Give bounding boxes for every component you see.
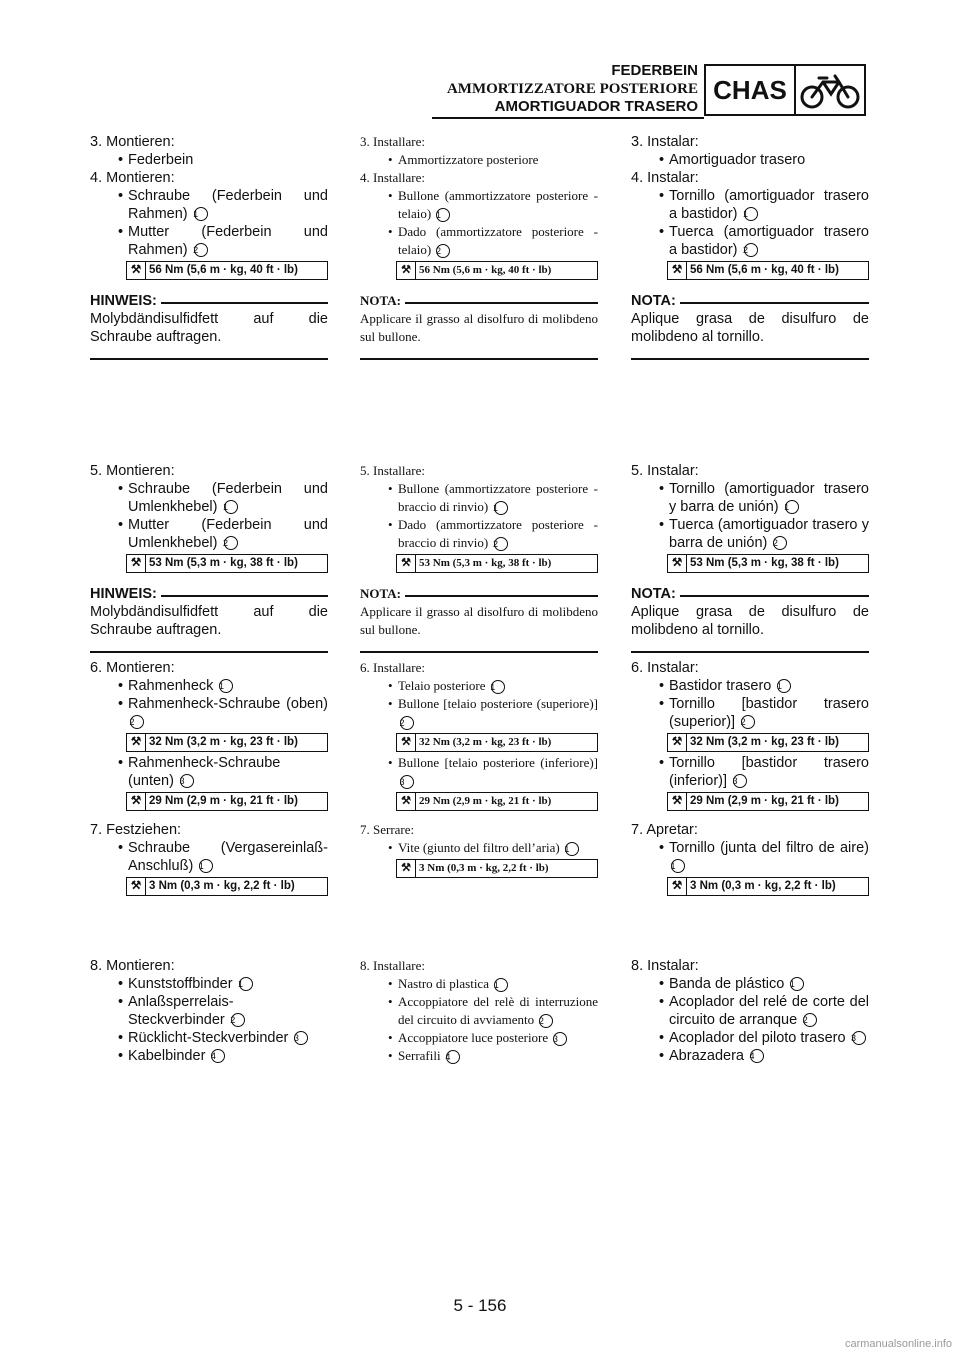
list-item: • Tuerca (amortiguador trasero a bastidor) 2 [631,223,869,259]
callout-1: 1 [436,208,450,222]
step-4: 4. Installare: [360,170,425,185]
step-3: 3. Montieren: [90,134,175,150]
torque-spec: ⚒ 32 Nm (3,2 m · kg, 23 ft · lb) [126,733,328,752]
motorcycle-icon [796,66,864,114]
top-column-es [631,133,869,360]
torque-spec: ⚒ 3 Nm (0,3 m · kg, 2,2 ft · lb) [126,877,328,896]
callout-4: 4 [211,1049,225,1063]
note-divider [631,651,869,653]
wrench-icon: ⚒ [668,555,687,572]
list-item: • Tuerca (amortiguador trasero y barra de unión) 2 [631,516,869,552]
list-item: • Rücklicht-Steckverbinder 3 [90,1029,328,1047]
note-divider [90,358,328,360]
callout-2: 2 [741,715,755,729]
section-badge-label: CHAS [706,66,796,114]
callout-1: 1 [199,859,213,873]
note-divider [360,651,598,653]
callout-1: 1 [494,978,508,992]
callout-1: 1 [744,207,758,221]
note-divider [90,651,328,653]
mid-column-it [360,462,598,880]
callout-3: 3 [294,1031,308,1045]
wrench-icon: ⚒ [127,793,146,810]
list-item: • Serrafili 4 [360,1047,598,1065]
list-item: • Federbein [90,151,328,169]
list-item: • Rahmenheck-Schraube (oben) 2 [90,695,328,731]
callout-2: 2 [744,243,758,257]
list-item: • Dado (ammortizzatore posteriore - braccio di rinvio) 2 [360,516,598,552]
callout-2: 2 [494,537,508,551]
wrench-icon: ⚒ [127,878,146,895]
note-header: HINWEIS: [90,292,328,310]
torque-spec: ⚒ 29 Nm (2,9 m · kg, 21 ft · lb) [396,792,598,811]
list-item: • Anlaßsperrelais-Steckverbinder 2 [90,993,328,1029]
wrench-icon: ⚒ [397,793,416,810]
callout-1: 1 [491,680,505,694]
header-title-es: AMORTIGUADOR TRASERO [494,98,698,115]
note-text: Aplique grasa de disulfuro de molibdeno al tornillo. [631,311,869,345]
bottom-column-it [360,957,598,1065]
callout-2: 2 [803,1013,817,1027]
step-7: 7. Apretar: [631,822,698,838]
list-item: • Tornillo (junta del filtro de aire) 1 [631,839,869,875]
list-item: • Ammortizzatore posteriore [360,151,598,169]
callout-1: 1 [239,977,253,991]
callout-2: 2 [231,1013,245,1027]
callout-2: 2 [224,536,238,550]
wrench-icon: ⚒ [397,262,416,279]
header-title-de: FEDERBEIN [611,62,698,79]
step-4: 4. Montieren: [90,170,175,186]
list-item: • Schraube (Federbein und Rahmen) 1 [90,187,328,223]
list-item: • Acoplador del relé de corte del circuito de arranque 2 [631,993,869,1029]
wrench-icon: ⚒ [397,555,416,572]
callout-3: 3 [733,774,747,788]
callout-4: 4 [750,1049,764,1063]
torque-spec: ⚒ 3 Nm (0,3 m · kg, 2,2 ft · lb) [396,859,598,878]
callout-2: 2 [130,715,144,729]
list-item: • Mutter (Federbein und Umlenkhebel) 2 [90,516,328,552]
list-item: • Bullone (ammortizzatore posteriore - telaio) 1 [360,187,598,223]
list-item: • Rahmenheck 1 [90,677,328,695]
list-item: • Schraube (Vergasereinlaß-Anschluß) 1 [90,839,328,875]
torque-spec: ⚒ 32 Nm (3,2 m · kg, 23 ft · lb) [396,733,598,752]
wrench-icon: ⚒ [127,555,146,572]
callout-1: 1 [224,500,238,514]
callout-1: 1 [785,500,799,514]
callout-1: 1 [671,859,685,873]
list-item: • Accoppiatore del relè di interruzione del circuito di avviamento 2 [360,993,598,1029]
list-item: • Kabelbinder 4 [90,1047,328,1065]
torque-spec: ⚒ 53 Nm (5,3 m · kg, 38 ft · lb) [396,554,598,573]
torque-spec: ⚒ 29 Nm (2,9 m · kg, 21 ft · lb) [126,792,328,811]
wrench-icon: ⚒ [127,262,146,279]
list-item: • Rahmenheck-Schraube (unten) 3 [90,754,328,790]
wrench-icon: ⚒ [668,878,687,895]
step-3: 3. Instalar: [631,134,699,150]
wrench-icon: ⚒ [668,262,687,279]
torque-spec: ⚒ 53 Nm (5,3 m · kg, 38 ft · lb) [126,554,328,573]
mid-column-de [90,462,328,898]
watermark[interactable]: carmanualsonline.info [844,1338,952,1350]
step-8: 8. Instalar: [631,958,699,974]
torque-spec: ⚒ 56 Nm (5,6 m · kg, 40 ft · lb) [126,261,328,280]
top-column-de [90,133,328,360]
list-item: • Bullone (ammortizzatore posteriore - braccio di rinvio) 1 [360,480,598,516]
list-item: • Tornillo (amortiguador trasero a bastidor) 1 [631,187,869,223]
list-item: • Banda de plástico 1 [631,975,869,993]
callout-1: 1 [494,501,508,515]
step-7: 7. Festziehen: [90,822,182,838]
note-header: NOTA: [631,585,869,603]
list-item: • Mutter (Federbein und Rahmen) 2 [90,223,328,259]
list-item: • Bastidor trasero 1 [631,677,869,695]
callout-1: 1 [777,679,791,693]
header-rule [432,117,704,119]
callout-3: 3 [553,1032,567,1046]
callout-2: 2 [539,1014,553,1028]
note-header: HINWEIS: [90,585,328,603]
torque-spec: ⚒ 56 Nm (5,6 m · kg, 40 ft · lb) [396,261,598,280]
callout-1: 1 [790,977,804,991]
list-item: • Kunststoffbinder 1 [90,975,328,993]
torque-spec: ⚒ 29 Nm (2,9 m · kg, 21 ft · lb) [667,792,869,811]
step-6: 6. Installare: [360,660,425,675]
mid-column-es [631,462,869,898]
page-number: 5 - 156 [453,1296,507,1315]
torque-spec: ⚒ 53 Nm (5,3 m · kg, 38 ft · lb) [667,554,869,573]
callout-3: 3 [852,1031,866,1045]
callout-1: 1 [194,207,208,221]
list-item: • Tornillo [bastidor trasero (inferior)] 3 [631,754,869,790]
note-header: NOTA: [360,292,598,310]
step-6: 6. Instalar: [631,660,699,676]
note-divider [360,358,598,360]
header-title-it: AMMORTIZZATORE POSTERIORE [446,81,698,97]
list-item: • Vite (giunto del filtro dell’aria) 1 [360,839,598,857]
list-item: • Accoppiatore luce posteriore 3 [360,1029,598,1047]
note-text: Molybdändisulfidfett auf die Schraube auftragen. [90,604,328,638]
callout-4: 4 [446,1050,460,1064]
list-item: • Acoplador del piloto trasero 3 [631,1029,869,1047]
callout-1: 1 [219,679,233,693]
list-item: • Tornillo (amortiguador trasero y barra de unión) 1 [631,480,869,516]
note-header: NOTA: [631,292,869,310]
step-5: 5. Instalar: [631,463,699,479]
list-item: • Bullone [telaio posteriore (inferiore)] 3 [360,754,598,790]
callout-3: 3 [400,775,414,789]
step-8: 8. Installare: [360,958,425,973]
step-3: 3. Installare: [360,134,425,149]
section-badge [704,64,866,116]
wrench-icon: ⚒ [127,734,146,751]
step-7: 7. Serrare: [360,822,415,837]
wrench-icon: ⚒ [397,734,416,751]
wrench-icon: ⚒ [668,734,687,751]
list-item: • Nastro di plastica 1 [360,975,598,993]
bottom-column-es [631,957,869,1065]
step-5: 5. Montieren: [90,463,175,479]
callout-2: 2 [400,716,414,730]
list-item: • Telaio posteriore 1 [360,677,598,695]
list-item: • Amortiguador trasero [631,151,869,169]
callout-3: 3 [180,774,194,788]
torque-spec: ⚒ 32 Nm (3,2 m · kg, 23 ft · lb) [667,733,869,752]
step-8: 8. Montieren: [90,958,175,974]
bottom-column-de [90,957,328,1065]
callout-2: 2 [436,244,450,258]
step-4: 4. Instalar: [631,170,699,186]
note-header: NOTA: [360,585,598,603]
wrench-icon: ⚒ [668,793,687,810]
callout-2: 2 [773,536,787,550]
step-5: 5. Installare: [360,463,425,478]
torque-spec: ⚒ 56 Nm (5,6 m · kg, 40 ft · lb) [667,261,869,280]
callout-2: 2 [194,243,208,257]
note-text: Applicare il grasso al disolfuro di molibdeno sul bullone. [360,311,598,344]
note-divider [631,358,869,360]
list-item: • Schraube (Federbein und Umlenkhebel) 1 [90,480,328,516]
note-text: Aplique grasa de disulfuro de molibdeno al tornillo. [631,604,869,638]
step-6: 6. Montieren: [90,660,175,676]
list-item: • Dado (ammortizzatore posteriore - telaio) 2 [360,223,598,259]
wrench-icon: ⚒ [397,860,416,877]
note-text: Applicare il grasso al disolfuro di molibdeno sul bullone. [360,604,598,637]
callout-1: 1 [565,842,579,856]
top-column-it [360,133,598,360]
torque-spec: ⚒ 3 Nm (0,3 m · kg, 2,2 ft · lb) [667,877,869,896]
list-item: • Abrazadera 4 [631,1047,869,1065]
list-item: • Tornillo [bastidor trasero (superior)] 2 [631,695,869,731]
note-text: Molybdändisulfidfett auf die Schraube auftragen. [90,311,328,345]
list-item: • Bullone [telaio posteriore (superiore)] 2 [360,695,598,731]
